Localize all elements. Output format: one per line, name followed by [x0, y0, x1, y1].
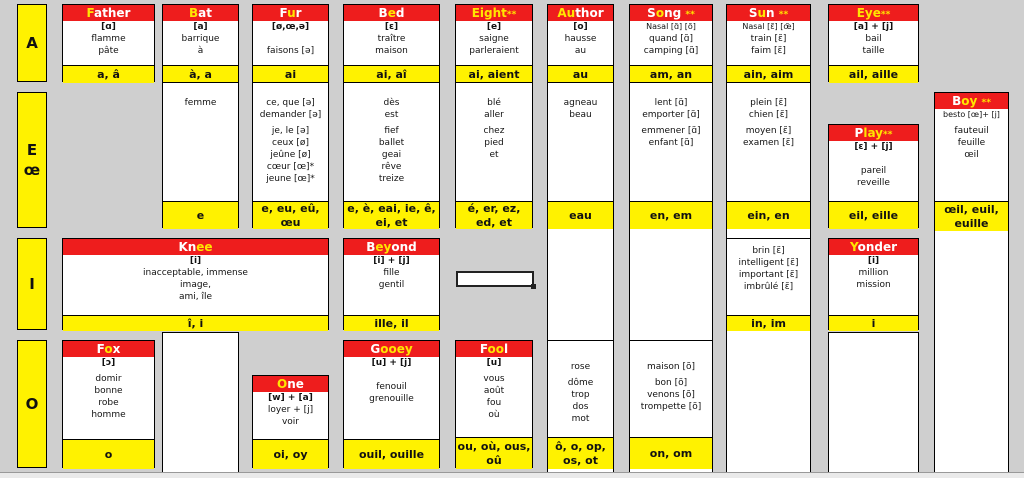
ipa-symbol: [i]: [867, 256, 880, 266]
row-label-a: [17, 4, 47, 82]
example-word: treize: [378, 174, 405, 184]
example-word: moyen [ɛ̃]: [745, 126, 792, 136]
example-word: faim [ɛ̃]: [751, 46, 786, 56]
card-sun-i: [726, 238, 811, 330]
spelling-footer: ai, aî: [344, 65, 439, 83]
example-word: lent [ɑ̃]: [654, 98, 688, 108]
ipa-symbol: Nasal [ɛ̃] [œ̃]: [742, 22, 795, 31]
spelling-footer: î, i: [63, 315, 328, 331]
example-word: bonne: [94, 386, 123, 396]
example-word: flamme: [91, 34, 126, 44]
example-word: saigne: [479, 34, 509, 44]
spelling-footer: à, a: [163, 65, 238, 83]
example-word: maison [õ]: [646, 362, 696, 372]
card-header: Sun **: [727, 5, 810, 21]
example-word: août: [483, 386, 505, 396]
example-word: fou: [486, 398, 502, 408]
example-word: plein [ɛ̃]: [750, 98, 787, 108]
spelling-footer: oi, oy: [253, 439, 328, 469]
example-word: gentil: [378, 280, 405, 290]
example-word: aller: [484, 110, 504, 120]
example-word: trop: [571, 390, 590, 400]
card-header: Eye**: [829, 5, 918, 21]
example-word: image,: [180, 280, 211, 290]
example-word: rêve: [381, 162, 402, 172]
card-header: Knee: [63, 239, 328, 255]
example-word: pâte: [98, 46, 119, 56]
example-word: je, le [ə]: [271, 126, 310, 136]
row-label-text: A: [26, 34, 38, 52]
example-word: domir: [95, 374, 122, 384]
spelling-footer: am, an: [630, 65, 712, 83]
card-bed: [343, 4, 440, 82]
spelling-footer: ein, en: [727, 201, 810, 229]
spelling-footer: œil, euil, euille: [935, 201, 1008, 231]
card-bat: [162, 4, 239, 82]
card-boy: [934, 92, 1009, 230]
example-word: vous: [483, 374, 505, 384]
example-word: fauteuil: [954, 126, 989, 136]
example-word: rose: [570, 362, 591, 372]
example-word: mot: [571, 414, 590, 424]
card-header: Beyond: [344, 239, 439, 255]
example-word: feuille: [957, 138, 986, 148]
example-word: [344, 369, 439, 381]
example-word: fief: [384, 126, 399, 136]
example-word: grenouille: [369, 394, 414, 404]
example-word: et: [489, 150, 499, 160]
empty-column: [828, 332, 919, 478]
ipa-symbol: [e]: [486, 22, 502, 32]
spelling-footer: ouil, ouille: [344, 439, 439, 469]
example-word: camping [ɑ̃]: [643, 46, 699, 56]
card-header: Play**: [829, 125, 918, 141]
example-word: taille: [862, 46, 885, 56]
card-header: Father: [63, 5, 154, 21]
example-word: faisons [ə]: [266, 46, 315, 56]
card-beyond: [343, 238, 440, 330]
card-header: Boy **: [935, 93, 1008, 109]
row-label-o: [17, 340, 47, 468]
example-word: œil: [964, 150, 979, 160]
example-word: jeûne [ø]: [270, 150, 311, 160]
card-header: Gooey: [344, 341, 439, 357]
example-word: au: [574, 46, 587, 56]
row-label-text: O: [25, 395, 39, 413]
example-word: où: [488, 410, 500, 420]
example-word: maison: [375, 46, 408, 56]
example-word: parleraient: [469, 46, 519, 56]
example-word: ce, que [ə]: [266, 98, 315, 108]
spelling-footer: o: [63, 439, 154, 469]
ipa-symbol: [ɑ]: [101, 22, 116, 32]
spelling-footer: on, om: [630, 437, 712, 469]
card-knee: [62, 238, 329, 330]
ipa-symbol: [a] + [j]: [853, 22, 894, 32]
example-word: pareil: [860, 166, 887, 176]
example-word: [829, 153, 918, 165]
card-header: One: [253, 376, 328, 392]
ipa-symbol: [w] + [a]: [268, 393, 313, 403]
card-header: Author: [548, 5, 613, 21]
card-song-o: [629, 340, 713, 468]
spelling-footer: e: [163, 201, 238, 229]
card-father: [62, 4, 155, 82]
spelling-footer: au: [548, 65, 613, 83]
spelling-footer: ai, aient: [456, 65, 532, 83]
example-word: imbrûlé [ɛ̃]: [743, 282, 794, 292]
ipa-symbol: besto [œ]+ [j]: [943, 110, 1000, 119]
empty-column: [162, 332, 239, 478]
row-label-text: E œ: [23, 141, 41, 179]
card-header: Bed: [344, 5, 439, 21]
example-word: jeune [œ]*: [266, 174, 315, 184]
example-word: hausse: [564, 34, 597, 44]
card-eye: [828, 4, 919, 82]
example-word: dès: [383, 98, 400, 108]
card-header: Fox: [63, 341, 154, 357]
spelling-footer: ain, aim: [727, 65, 810, 83]
card-author: [547, 4, 614, 82]
card-header: Eight**: [456, 5, 532, 21]
spelling-footer: en, em: [630, 201, 712, 229]
card-play: [828, 124, 919, 228]
card-bat-e: [162, 82, 239, 228]
card-song-e: [629, 82, 713, 228]
example-word: dôme: [567, 378, 594, 388]
example-word: emmener [ɑ̃]: [641, 126, 701, 136]
selected-cell[interactable]: [456, 271, 534, 287]
example-word: chez: [483, 126, 505, 136]
card-header: Yonder: [829, 239, 918, 255]
example-word: ballet: [378, 138, 405, 148]
example-word: beau: [569, 110, 592, 120]
example-word: emporter [ɑ̃]: [642, 110, 700, 120]
example-word: fenouil: [376, 382, 407, 392]
sheet-bottom-bar: [0, 472, 1024, 478]
example-word: demander [ə]: [259, 110, 322, 120]
card-fool: [455, 340, 533, 468]
example-word: chien [ɛ̃]: [748, 110, 789, 120]
example-word: loyer + [j]: [267, 405, 314, 415]
card-sun: [726, 4, 811, 82]
spelling-footer: ai: [253, 65, 328, 83]
example-word: voir: [281, 417, 300, 427]
example-word: est: [384, 110, 399, 120]
ipa-symbol: [ɛ]: [384, 22, 399, 32]
card-song: [629, 4, 713, 82]
example-word: brin [ɛ̃]: [752, 246, 785, 256]
card-bed-e: [343, 82, 440, 228]
card-fur: [252, 4, 329, 82]
ipa-symbol: [a]: [193, 22, 208, 32]
example-word: million: [858, 268, 889, 278]
card-fox: [62, 340, 155, 468]
example-word: blé: [487, 98, 501, 108]
spelling-footer: a, â: [63, 65, 154, 83]
example-word: quand [ɑ̃]: [649, 34, 693, 44]
example-word: ami, île: [178, 292, 213, 302]
card-eight: [455, 4, 533, 82]
example-word: reveille: [857, 178, 890, 188]
card-yonder: [828, 238, 919, 330]
example-word: robe: [98, 398, 119, 408]
card-one: [252, 375, 329, 468]
ipa-symbol: [o]: [573, 22, 588, 32]
example-word: traître: [377, 34, 406, 44]
spelling-footer: ille, il: [344, 315, 439, 331]
example-word: intelligent [ɛ̃]: [738, 258, 799, 268]
spelling-footer: ail, aille: [829, 65, 918, 83]
ipa-symbol: [ɔ]: [101, 358, 116, 368]
ipa-symbol: [u]: [486, 358, 502, 368]
card-header: Fur: [253, 5, 328, 21]
card-header: Song **: [630, 5, 712, 21]
example-word: homme: [91, 410, 126, 420]
spelling-footer: é, er, ez, ed, et: [456, 201, 532, 229]
row-label-i: [17, 238, 47, 330]
example-word: inacceptable, immense: [143, 268, 248, 278]
ipa-symbol: [ɛ] + [j]: [854, 142, 893, 152]
card-sun-e: [726, 82, 811, 228]
example-word: trompette [õ]: [640, 402, 702, 412]
example-word: train [ɛ̃]: [750, 34, 787, 44]
ipa-symbol: [ø,œ,ə]: [271, 22, 310, 32]
spelling-footer: in, im: [727, 315, 810, 331]
ipa-symbol: [i] + [j]: [373, 256, 410, 266]
spelling-footer: e, eu, eû, œu: [253, 201, 328, 229]
example-word: examen [ɛ̃]: [743, 138, 794, 148]
card-header: Fool: [456, 341, 532, 357]
example-word: venons [õ]: [647, 390, 695, 400]
spelling-footer: eil, eille: [829, 201, 918, 229]
spelling-footer: i: [829, 315, 918, 331]
card-header: Bat: [163, 5, 238, 21]
example-word: geai: [381, 150, 402, 160]
example-word: important [ɛ̃]: [738, 270, 799, 280]
card-eight-e: [455, 82, 533, 228]
row-label-text: I: [29, 275, 35, 293]
example-word: bon [õ]: [654, 378, 688, 388]
ipa-symbol: [i]: [189, 256, 202, 266]
spelling-footer: eau: [548, 201, 613, 229]
example-word: ceux [ø]: [272, 138, 309, 148]
row-label-e: [17, 92, 47, 228]
example-word: bail: [865, 34, 882, 44]
example-word: pied: [484, 138, 504, 148]
example-word: à: [197, 46, 204, 56]
spelling-footer: ou, où, ous, oû: [456, 437, 532, 469]
example-word: cœur [œ]*: [266, 162, 315, 172]
spelling-footer: ô, o, op, os, ot: [548, 437, 613, 469]
ipa-symbol: Nasal [ɑ̃] [õ]: [646, 22, 696, 31]
example-word: dos: [572, 402, 589, 412]
ipa-symbol: [u] + [j]: [371, 358, 412, 368]
example-word: barrique: [181, 34, 220, 44]
example-word: mission: [856, 280, 891, 290]
spelling-footer: e, è, eai, ie, ê, ei, et: [344, 201, 439, 229]
card-fur-e: [252, 82, 329, 228]
example-word: agneau: [563, 98, 598, 108]
fill-handle[interactable]: [531, 284, 536, 289]
card-author-o: [547, 340, 614, 468]
example-word: enfant [ɑ̃]: [648, 138, 694, 148]
example-word: [253, 33, 328, 45]
example-word: fille: [383, 268, 400, 278]
example-word: femme: [184, 98, 217, 108]
card-author-e: [547, 82, 614, 228]
card-gooey: [343, 340, 440, 468]
